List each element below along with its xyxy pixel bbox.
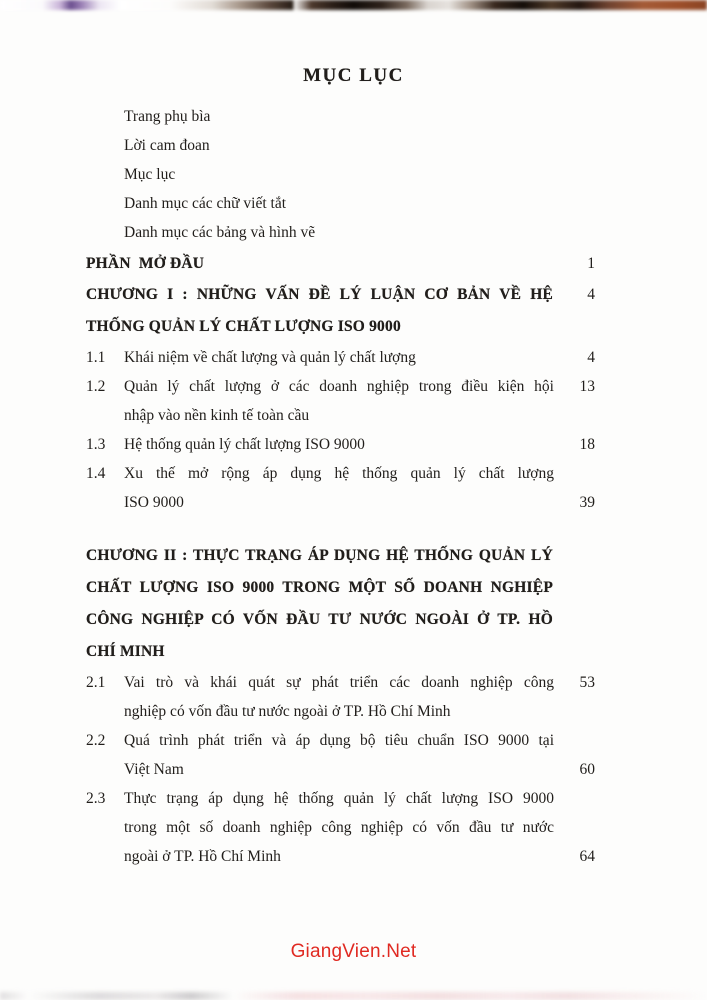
entry-line: CHƯƠNG II : THỰC TRẠNG ÁP DỤNG HỆ THỐNG QUẢN LÝ [86, 547, 553, 564]
entry-line: nhập vào nền kinh tế toàn cầu [124, 407, 310, 424]
toc-entry-section [86, 249, 595, 279]
entry-line: Xu thế mở rộng áp dụng hệ thống quản lý chất lượng [124, 465, 554, 482]
front-matter-item: Danh mục các bảng và hình vẽ [124, 224, 316, 241]
entry-line: CHẤT LƯỢNG ISO 9000 TRONG MỘT SỐ DOANH NGHIỆP [86, 579, 553, 596]
entry-line: Quá trình phát triển và áp dụng bộ tiêu chuẩn ISO 9000 tại [124, 732, 554, 749]
front-matter-item: Trang phụ bìa [124, 108, 211, 125]
entry-text [124, 784, 554, 871]
entry-line: Hệ thống quản lý chất lượng ISO 9000 [124, 436, 365, 453]
entry-page-number: 64 [579, 848, 595, 865]
scan-edge-bottom [0, 992, 707, 1000]
entry-text [86, 249, 553, 279]
toc-entry-chapter [86, 279, 595, 343]
entry-line: Thực trạng áp dụng hệ thống quản lý chất lượng ISO 9000 [124, 790, 554, 807]
entry-text [86, 279, 553, 343]
toc-entry-2.2 [86, 726, 595, 784]
entry-line: Việt Nam [124, 761, 184, 778]
toc-entry-2.3 [86, 784, 595, 871]
toc-entry-2.1 [86, 668, 595, 726]
toc-entry-1.1 [86, 343, 595, 372]
entry-line: CHƯƠNG I : NHỮNG VẤN ĐỀ LÝ LUẬN CƠ BẢN VỀ HỆ [86, 286, 553, 303]
entry-text [124, 668, 554, 726]
entry-line: ISO 9000 [124, 494, 184, 511]
front-matter-item: Mục lục [124, 166, 176, 183]
entry-line: ngoài ở TP. Hồ Chí Minh [124, 848, 281, 865]
entry-line: CÔNG NGHIỆP CÓ VỐN ĐẦU TƯ NƯỚC NGOÀI Ở TP. HỒ [86, 611, 553, 628]
entry-page-number: 39 [579, 494, 595, 511]
toc-entry-chapter [86, 540, 595, 668]
front-matter-list [124, 102, 707, 247]
entry-number: 1.2 [86, 378, 106, 395]
watermark-text: GiangVien.Net [290, 941, 417, 962]
entry-line: PHẦN MỞ ĐẦU [86, 255, 205, 272]
entry-number: 2.1 [86, 674, 106, 691]
entry-number: 1.4 [86, 465, 106, 482]
entry-page-number: 4 [587, 349, 595, 366]
entry-page-number: 60 [579, 761, 595, 778]
entry-line: trong một số doanh nghiệp công nghiệp có vốn đầu tư nước [124, 819, 554, 836]
entry-number: 2.3 [86, 790, 106, 807]
entry-page-number: 4 [587, 286, 595, 303]
page-title: MỤC LỤC [303, 65, 404, 86]
entry-line: THỐNG QUẢN LÝ CHẤT LƯỢNG ISO 9000 [86, 318, 401, 335]
front-matter-item: Lời cam đoan [124, 137, 210, 154]
toc-list [86, 249, 595, 871]
entry-line: CHÍ MINH [86, 643, 165, 660]
toc-entry-1.4 [86, 459, 595, 517]
entry-page-number: 1 [587, 255, 595, 272]
front-matter-item: Danh mục các chữ viết tắt [124, 195, 287, 212]
entry-text [124, 459, 554, 517]
entry-number: 2.2 [86, 732, 106, 749]
entry-page-number: 53 [579, 674, 595, 691]
entry-number: 1.1 [86, 349, 106, 366]
entry-text [124, 343, 554, 372]
entry-text [124, 372, 554, 430]
scan-edge-top [0, 0, 707, 10]
entry-line: nghiệp có vốn đầu tư nước ngoài ở TP. Hồ Chí Minh [124, 703, 451, 720]
entry-line: Quản lý chất lượng ở các doanh nghiệp trong điều kiện hội [124, 378, 554, 395]
entry-number: 1.3 [86, 436, 106, 453]
entry-line: Khái niệm về chất lượng và quản lý chất lượng [124, 349, 416, 366]
entry-page-number: 13 [579, 378, 595, 395]
toc-entry-1.3 [86, 430, 595, 459]
entry-text [124, 430, 554, 459]
toc-entry-1.2 [86, 372, 595, 430]
entry-text [86, 540, 553, 668]
entry-text [124, 726, 554, 784]
entry-page-number: 18 [579, 436, 595, 453]
entry-line: Vai trò và khái quát sự phát triển các doanh nghiệp công [124, 674, 554, 691]
